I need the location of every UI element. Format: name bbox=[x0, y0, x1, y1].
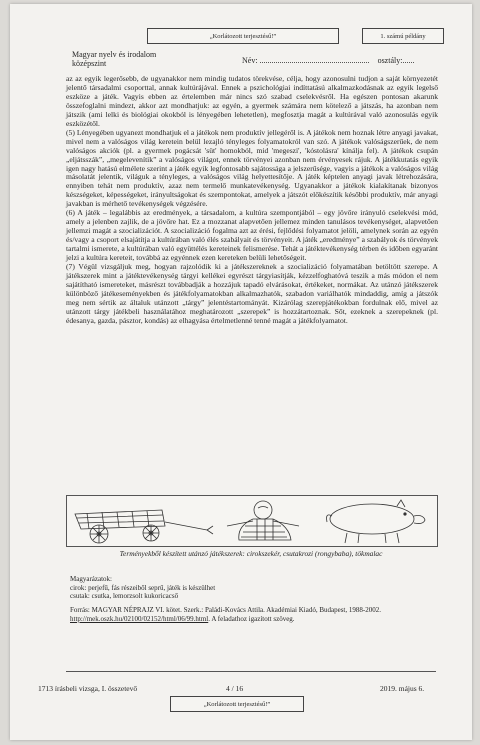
confidential-stamp-top bbox=[147, 28, 339, 44]
confidential-text-bottom: „Korlátozott terjesztésű!” bbox=[203, 700, 271, 708]
subject-level: középszint bbox=[72, 59, 107, 68]
toy-illustration bbox=[66, 495, 438, 547]
tokmalac-drawing bbox=[327, 500, 425, 543]
glossary-item: cirok: perjefű, fás részeiből seprű, játék is készülhet bbox=[70, 583, 216, 592]
copy-number-box bbox=[362, 28, 444, 44]
confidential-text-top: „Korlátozott terjesztésű!” bbox=[209, 32, 277, 40]
article-body bbox=[66, 75, 438, 326]
paragraph-intro: az az egyik legerősebb, de ugyanakkor nem mindig tudatos törekvése, célja, hogy azonosulni tudjon a saját környezetét jelentő társadalmi csoporttal, annak kultúrájával. Ennek a pszichológiai indíttatású alkalmazkodásnak az egyik legelső eszköze a játék. Vagyis ebben az értelemben már nincs szó szabad cselekvésről. Ha egészen pontosan akarunk összefoglalni mindezt, akkor azt mondhatjuk: az egyén, a gyermek számára nem kötelező a játszás, ha azonban nem játszik (ami lelki és biológiai okokból is lényegében lehetetlen), megfosztja magát a kultúrával való azonosulás egyik eszközétől. bbox=[66, 74, 438, 128]
subject-header bbox=[72, 50, 156, 68]
paragraph-7: (7) Végül vizsgáljuk meg, hogyan rajzolódik ki a játékszereknek a szocializáció folyamatában betöltött szerepe. A játékszerek mint a játéktevékenység tárgyi kellékei egyrészt tárgyiasítják, kézzelfoghatóvá teszik a más módon el nem sajátítható ismereteket, másrészt továbbadják a hozzájuk tapadó elvárásokat, értékeket, normákat. Az utánzó játékszerek különböző játékeseményekben és játékfolyamatokban alkalmazhatók, szabadon variálhatók mindaddig, amíg a játszók meg nem sértik az általuk utánzott „tárgy” jelentéstartományát. Kizárólag szerepjátékokban fordulnak elő, mivel az utánzott tárgy játékbeli használatához meghatározott „szerepek” is hozzátartoznak. Sőt, ezeknek a szerepeknek (pl. édesanya, gazda, pásztor, kondás) az elhagyása értelmetlenné tenné magát a játékfolyamatot. bbox=[66, 262, 438, 325]
glossary-title: Magyarázatok: bbox=[70, 575, 112, 583]
name-field: Név: ....................................................... bbox=[242, 56, 370, 65]
class-field: osztály:...... bbox=[377, 56, 415, 65]
source-text: Forrás: MAGYAR NÉPRAJZ VI. kötet. Szerk.: Paládi-Kovács Attila. Akadémiai Kiadó, Budapest, 1988-2002. bbox=[70, 606, 381, 614]
figure-caption: Terményekből készített utánzó játékszerek: cirokszekér, csutakrozi (rongybaba), tökmalac bbox=[119, 549, 383, 558]
subject-name: Magyar nyelv és irodalom bbox=[72, 50, 157, 59]
paragraph-5: (5) Lényegében ugyanezt mondhatjuk el a játékok nem produktív jellegéről is. A játékok nem hoznak létre anyagi javakat, mivel nem a valóságos világ keretein belül lezajló tényleges folyamatokról van szó. A játékok valóságszerűek, de nem valóságos akciók (pl. a gyermek pogácsát 'süt' homokból, mid 'megeszi', 'kóstolásra' kínálja fel). A játékok csupán „eljátsszák”, „megelevenítik” a valóságos világot, ennek törvényei azonban nem érvényesek rájuk. A játékkutatás egyik igen nagy hatású elmélete szerint a játék egyik legfontosabb sajátossága a jelszerűsége, vagyis a játékok a valóságos világ másolatát jelentik, világuk a tényleges, a valóságos világ helyettesítője. A játék képtelen anyagi javak létrehozására, ennyiben tehát nem produktív, azaz nem termelő munkatevékenység. Ugyanakkor a játékok kialakítanak bizonyos készségeket, képességeket, irányultságokat és szempontokat, amelyek a játszót előkészítik későbbi produktív, már anyagi javakban is mérhető tevékenységek végzésére. bbox=[66, 127, 438, 209]
source-citation bbox=[70, 606, 440, 623]
cirokszeker-drawing bbox=[75, 510, 213, 543]
source-note: . A feladathoz igazított szöveg. bbox=[208, 614, 295, 623]
glossary-item: csutak: csutka, lemorzsolt kukoricacső bbox=[70, 592, 179, 600]
footer-divider bbox=[66, 671, 436, 672]
confidential-stamp-bottom bbox=[170, 696, 304, 712]
paragraph-6: (6) A játék – legalábbis az eredmények, a társadalom, a kultúra szempontjából – egy jövőre irányuló cselekvési mód, amely a jelenben zajlik, de a jövőre hat. Ez a mozzanat alapvetően jellemez minden tanulásos tevékenységet, alapvetően jellemzi magát a szocializációt. A szocializáció fogalma azt az érési, fejlődési folyamatot jelöli, amelynek során az egyén és/vagy a csoport elsajátítja a kultúrában való élés szabályait és törvényeit. A játék „eredménye” a szabályok és törvények tartalmi ismerete, a kultúrában való együttélés kereteinek felismerése. Tehát a játéktevékenység térben és időben egyaránt jelzi a kultúra kereteit, továbbá az egyénnek ezen kereteken belüli lehetőségeit. bbox=[66, 208, 438, 263]
page-number: 4 / 16 bbox=[226, 684, 244, 693]
toy-drawings bbox=[67, 496, 437, 546]
exam-date: 2019. május 6. bbox=[380, 684, 425, 693]
exam-page bbox=[10, 4, 472, 740]
student-info bbox=[242, 56, 434, 65]
csutakrozi-drawing bbox=[227, 501, 299, 540]
copy-number-label: 1. számú példány bbox=[380, 32, 426, 40]
glossary bbox=[70, 575, 436, 601]
exam-id: 1713 írásbeli vizsga, I. összetevő bbox=[38, 684, 138, 693]
source-link[interactable]: http://mek.oszk.hu/02100/02152/html/06/99.html bbox=[70, 614, 209, 623]
